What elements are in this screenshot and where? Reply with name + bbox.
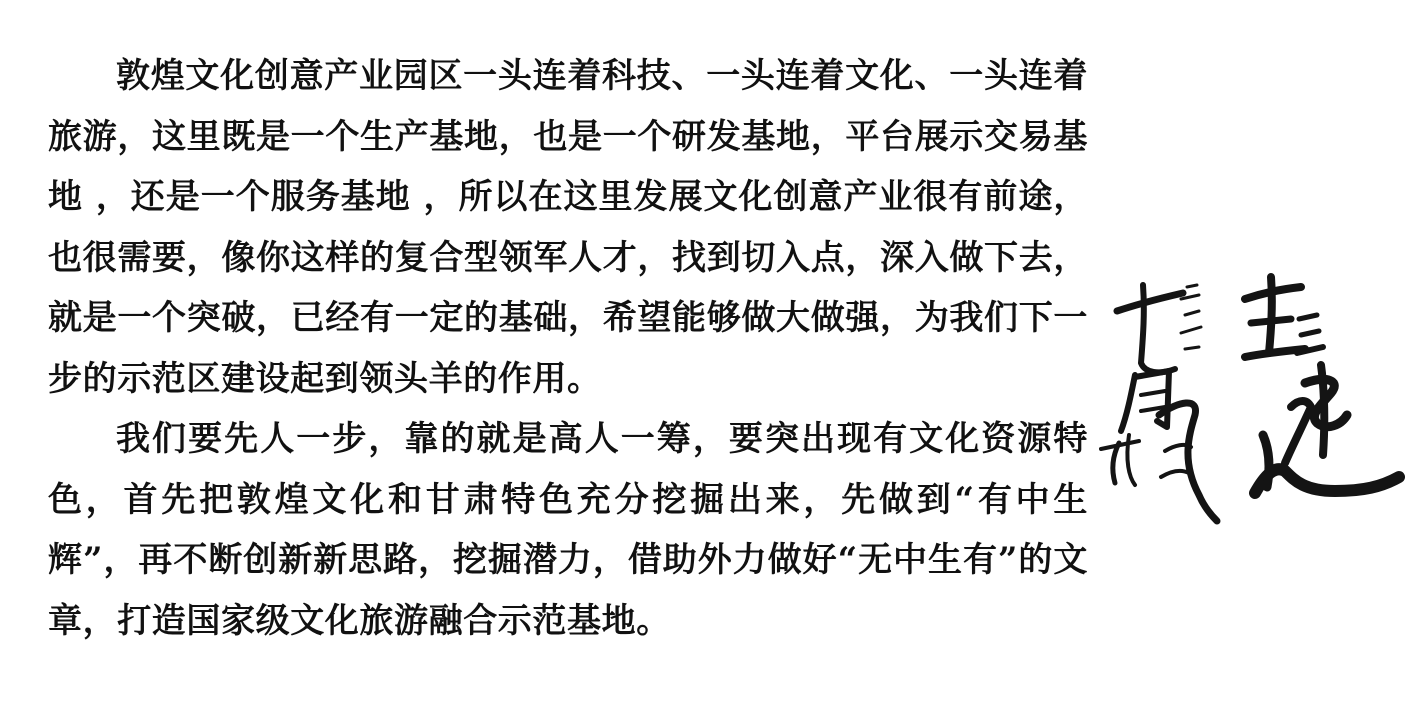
calligraphy-signature [1095,265,1405,535]
calligraphy-signature-image [1095,265,1405,535]
article-paragraph-1: 敦煌文化创意产业园区一头连着科技、一头连着文化、一头连着旅游，这里既是一个生产基地，也是一个研发基地，平台展示交易基地 ，还是一个服务基地 ，所以在这里发展文化创意产业很有前途，也很需要，像你这样的复合型领军人才，找到切入点，深入做下去，就是一个突破，已经有一定的基础，希望能够做大做强，为我们下一步的示范区建设起到领头羊的作用。 [48,56,1088,399]
article-body [48,46,1088,651]
article-paragraph-2: 我们要先人一步，靠的就是高人一筹，要突出现有文化资源特色，首先把敦煌文化和甘肃特色充分挖掘出来，先做到“有中生辉”，再不断创新新思路，挖掘潜力，借助外力做好“无中生有”的文章，打造国家级文化旅游融合示范基地。 [48,419,1088,641]
